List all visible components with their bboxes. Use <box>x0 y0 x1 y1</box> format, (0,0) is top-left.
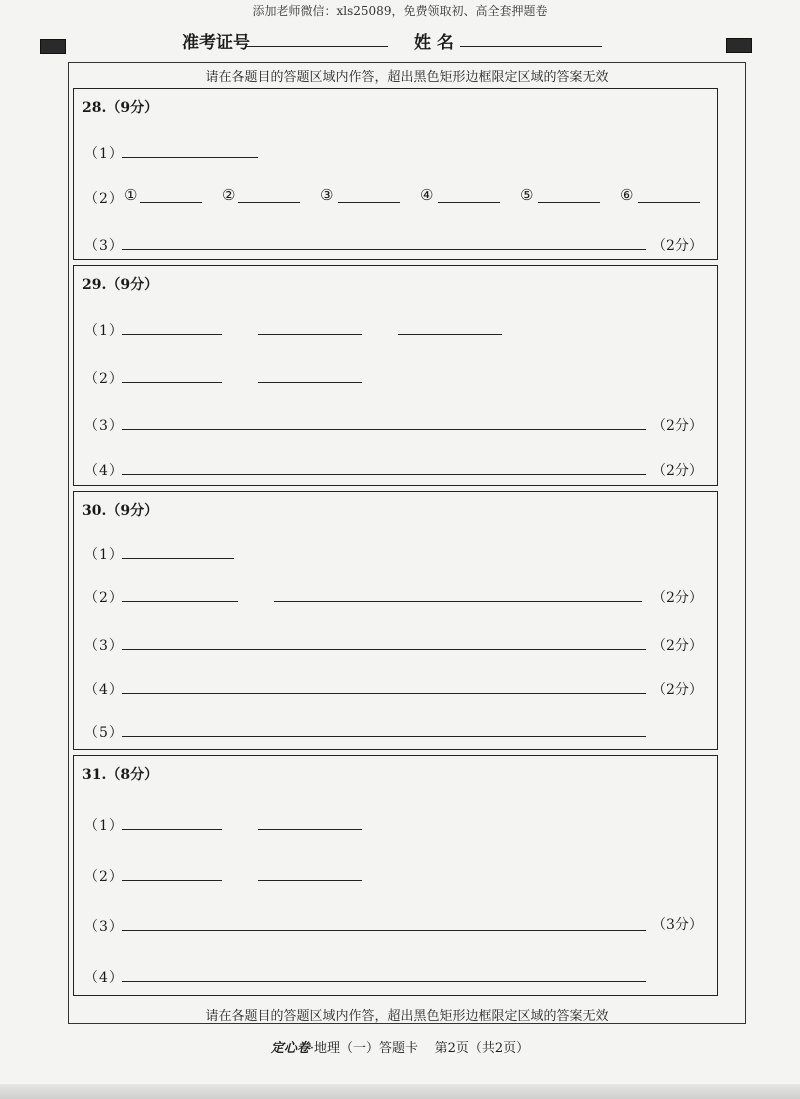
q29-3-points: （2分） <box>652 418 703 434</box>
alignment-marker-right <box>726 38 752 53</box>
q29-4-answer-line[interactable] <box>122 474 646 475</box>
question-box-30 <box>73 491 718 750</box>
q29-2-blank-1[interactable] <box>122 382 222 383</box>
footer-subject: ·地理（一）答题卡 <box>309 1041 419 1056</box>
question-title-28: 28.（9分） <box>82 100 159 116</box>
q31-1-blank-1[interactable] <box>122 829 222 830</box>
q31-1-blank-2[interactable] <box>258 829 362 830</box>
q28-2-blank-5[interactable] <box>538 202 600 203</box>
q30-row5-label: （5） <box>84 725 124 741</box>
q30-row3-label: （3） <box>84 638 124 654</box>
q29-1-blank-1[interactable] <box>122 334 222 335</box>
q29-3-answer-line[interactable] <box>122 429 646 430</box>
q30-row1-label: （1） <box>84 547 124 563</box>
q30-5-answer-line[interactable] <box>122 736 646 737</box>
q30-row4-label: （4） <box>84 682 124 698</box>
q31-3-answer-line[interactable] <box>122 930 646 931</box>
q29-1-blank-2[interactable] <box>258 334 362 335</box>
q30-2-points: （2分） <box>652 590 703 606</box>
q31-2-blank-2[interactable] <box>258 880 362 881</box>
q30-2-blank-2[interactable] <box>274 601 642 602</box>
q31-3-points: （3分） <box>652 917 703 933</box>
question-title-29: 29.（9分） <box>82 277 159 293</box>
name-field[interactable] <box>460 46 602 47</box>
q29-row2-label: （2） <box>84 371 124 387</box>
question-title-31: 31.（8分） <box>82 767 159 783</box>
q28-row1-label: （1） <box>84 146 124 162</box>
q29-row3-label: （3） <box>84 418 124 434</box>
q31-row3-label: （3） <box>84 919 124 935</box>
footer-brand: 定心卷 <box>270 1041 310 1056</box>
promo-note: 添加老师微信：xls25089，免费领取初、高全套押题卷 <box>252 4 548 18</box>
q29-row4-label: （4） <box>84 463 124 479</box>
q31-row4-label: （4） <box>84 970 124 986</box>
q29-row1-label: （1） <box>84 323 124 339</box>
question-box-29 <box>73 265 718 486</box>
name-label: 姓 名 <box>414 33 454 53</box>
q28-2-circle-5: ⑤ <box>520 186 534 204</box>
q28-2-circle-4: ④ <box>420 186 434 204</box>
q28-3-points: （2分） <box>652 238 703 254</box>
page-footer <box>0 1037 800 1056</box>
q30-1-answer-line[interactable] <box>122 558 234 559</box>
q30-2-blank-1[interactable] <box>122 601 238 602</box>
q30-3-answer-line[interactable] <box>122 649 646 650</box>
q30-3-points: （2分） <box>652 638 703 654</box>
q28-2-blank-6[interactable] <box>638 202 700 203</box>
q31-4-answer-line[interactable] <box>122 981 646 982</box>
question-title-30: 30.（9分） <box>82 503 159 519</box>
q29-4-points: （2分） <box>652 463 703 479</box>
q31-row2-label: （2） <box>84 869 124 885</box>
exam-id-label: 准考证号 <box>182 33 250 53</box>
q28-row2-label: （2） <box>84 191 124 207</box>
q28-2-blank-4[interactable] <box>438 202 500 203</box>
scan-edge-shadow <box>0 1084 800 1099</box>
q28-2-circle-2: ② <box>222 186 236 204</box>
question-box-28 <box>73 88 718 260</box>
q28-2-circle-3: ③ <box>320 186 334 204</box>
q28-2-blank-3[interactable] <box>338 202 400 203</box>
q29-1-blank-3[interactable] <box>398 334 502 335</box>
q28-2-circle-6: ⑥ <box>620 186 634 204</box>
q31-row1-label: （1） <box>84 818 124 834</box>
q28-1-answer-line[interactable] <box>122 157 258 158</box>
q28-3-answer-line[interactable] <box>122 249 646 250</box>
footer-page-number: 第2页（共2页） <box>434 1041 530 1056</box>
q28-2-blank-2[interactable] <box>238 202 300 203</box>
q30-row2-label: （2） <box>84 590 124 606</box>
alignment-marker-left <box>40 39 66 54</box>
q31-2-blank-1[interactable] <box>122 880 222 881</box>
q29-2-blank-2[interactable] <box>258 382 362 383</box>
notice-top: 请在各题目的答题区域内作答，超出黑色矩形边框限定区域的答案无效 <box>205 70 609 85</box>
q28-2-circle-1: ① <box>124 186 138 204</box>
q30-4-answer-line[interactable] <box>122 693 646 694</box>
q28-row3-label: （3） <box>84 238 124 254</box>
q28-2-blank-1[interactable] <box>140 202 202 203</box>
question-box-31 <box>73 755 718 996</box>
q30-4-points: （2分） <box>652 682 703 698</box>
exam-id-field[interactable] <box>246 46 388 47</box>
notice-bottom: 请在各题目的答题区域内作答，超出黑色矩形边框限定区域的答案无效 <box>205 1009 609 1024</box>
